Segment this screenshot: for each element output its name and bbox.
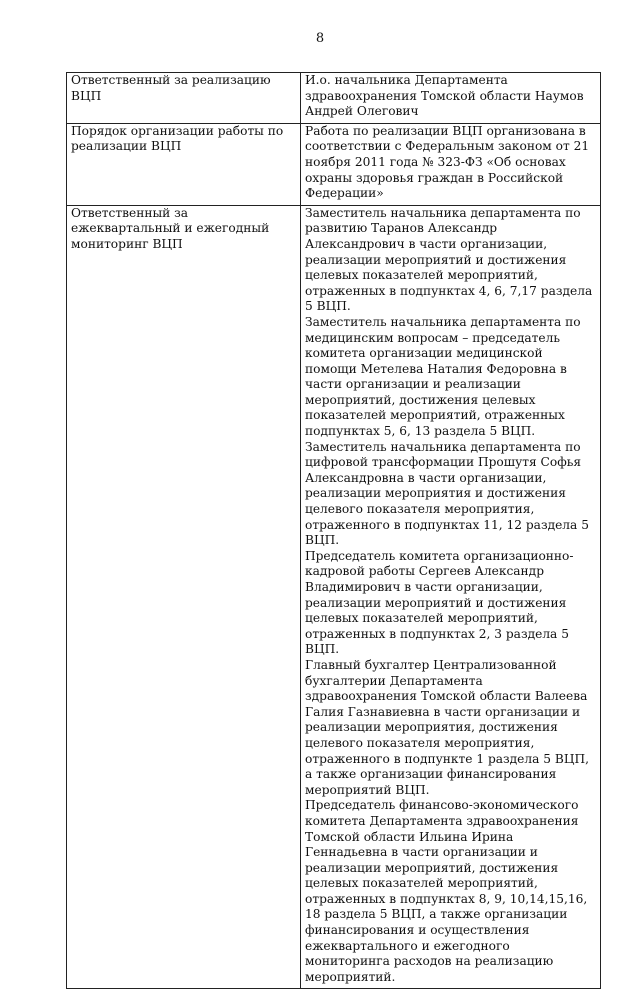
monitoring-paragraph-valeeva: Главный бухгалтер Централизованной бухгалтерии Департамента здравоохранения Томской области Валеева Галия Газнавиевна в части организации и реализации мероприятия, достижения целевого показателя мероприятия, отраженного в подпункте 1 раздела 5 ВЦП, а также организации финансирования мероприятий ВЦП.	[305, 657, 589, 797]
responsibility-table	[66, 72, 601, 989]
monitoring-paragraph-taranov: Заместитель начальника департамента по развитию Таранов Александр Александрович в части организации, реализации мероприятий и достижения целевых показателей мероприятий, отраженных в подпунктах 4, 6, 7,17 раздела 5 ВЦП.	[305, 205, 593, 314]
procedure-text: Работа по реализации ВЦП организована в соответствии с Федеральным законом от 21 ноября 2011 года № 323-ФЗ «Об основах охраны здоровья граждан в Российской Федерации»	[305, 123, 590, 201]
monitoring-paragraph-sergeev: Председатель комитета организационно-кадровой работы Сергеев Александр Владимирович в части организации, реализации мероприятий и достижения целевых показателей мероприятий, отраженных в подпунктах 2, 3 раздела 5 ВЦП.	[305, 548, 574, 657]
table-row-responsible	[67, 73, 601, 124]
row-value-monitoring	[301, 205, 601, 989]
row-value-procedure	[301, 123, 601, 205]
row-label-responsible: Ответственный за реализацию ВЦП	[67, 73, 301, 124]
page-number: 8	[315, 31, 325, 46]
table-row-procedure	[67, 123, 601, 205]
monitoring-paragraph-meteleva: Заместитель начальника департамента по медицинским вопросам – председатель комитета организации медицинской помощи Метелева Наталия Федоровна в части организации и реализации мероприятий, достижения целевых показателей мероприятий, отраженных подпунктах 5, 6, 13 раздела 5 ВЦП.	[305, 314, 581, 439]
table-row-monitoring	[67, 205, 601, 989]
row-label-monitoring: Ответственный за ежеквартальный и ежегодный мониторинг ВЦП	[67, 205, 301, 989]
monitoring-paragraph-proshutya: Заместитель начальника департамента по цифровой трансформации Прошутя Софья Александровна в части организации, реализации мероприятия и достижения целевого показателя мероприятия, отраженного в подпунктах 11, 12 раздела 5 ВЦП.	[305, 439, 589, 548]
responsible-person-text: И.о. начальника Департамента здравоохранения Томской области Наумов Андрей Олегович	[305, 73, 584, 119]
row-label-procedure: Порядок организации работы по реализации ВЦП	[67, 123, 301, 205]
monitoring-paragraph-ilyina: Председатель финансово-экономического комитета Департамента здравоохранения Томской области Ильина Ирина Геннадьевна в части организации и реализации мероприятий, достижения целевых показателей мероприятий, отраженных в подпунктах 8, 9, 10,14,15,16, 18 раздела 5 ВЦП, а также организации финансирования и осуществления ежеквартального и ежегодного мониторинга расходов на реализацию мероприятий.	[305, 798, 588, 984]
row-value-responsible	[301, 73, 601, 124]
